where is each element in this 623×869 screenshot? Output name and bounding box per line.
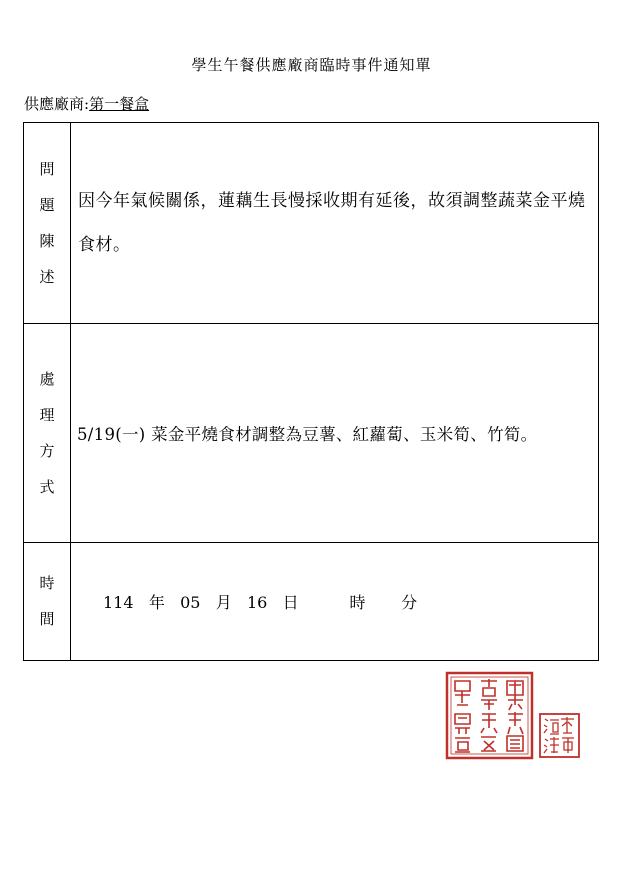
time-minute-unit: 分 [401,593,418,612]
time-hour-unit: 時 [349,593,366,612]
handling-label-char: 方 [39,441,55,460]
handling-method: 5/19(一) 菜金平燒食材調整為豆薯、紅蘿蔔、玉米筍、竹筍。 [77,425,538,444]
time-month: 05 [180,593,201,612]
handling-content-cell [71,324,599,543]
problem-content-cell [71,123,599,324]
time-content-cell [71,543,599,661]
supplier-line [24,93,149,114]
time-value [71,590,598,613]
time-day: 16 [247,593,268,612]
time-row [24,543,599,661]
time-label [24,543,71,661]
handling-label-char: 式 [39,477,55,496]
company-seal-small [540,714,579,757]
problem-label [24,123,71,324]
problem-description: 因今年氣候關係，蓮藕生長慢採收期有延後，故須調整蔬菜金平燒食材。 [78,191,586,255]
handling-label [24,324,71,543]
problem-label-char: 陳 [39,231,55,250]
problem-label-char: 問 [39,159,55,178]
problem-label-char: 題 [39,195,55,214]
problem-row [24,123,599,324]
time-label-char: 時 [39,574,55,592]
document-title: 學生午餐供應廠商臨時事件通知單 [191,56,432,74]
time-label-char: 間 [39,610,55,628]
notice-form-table [23,122,599,661]
time-year: 114 [103,593,134,612]
time-year-unit: 年 [148,593,165,612]
supplier-label: 供應廠商: [24,95,90,113]
handling-label-char: 理 [39,405,55,424]
company-seal-large [447,673,532,758]
handling-label-char: 處 [39,369,55,388]
supplier-name: 第一餐盒 [89,95,150,113]
handling-row [24,324,599,543]
time-month-unit: 月 [215,593,232,612]
time-day-unit: 日 [282,593,299,612]
problem-label-char: 述 [39,267,55,286]
